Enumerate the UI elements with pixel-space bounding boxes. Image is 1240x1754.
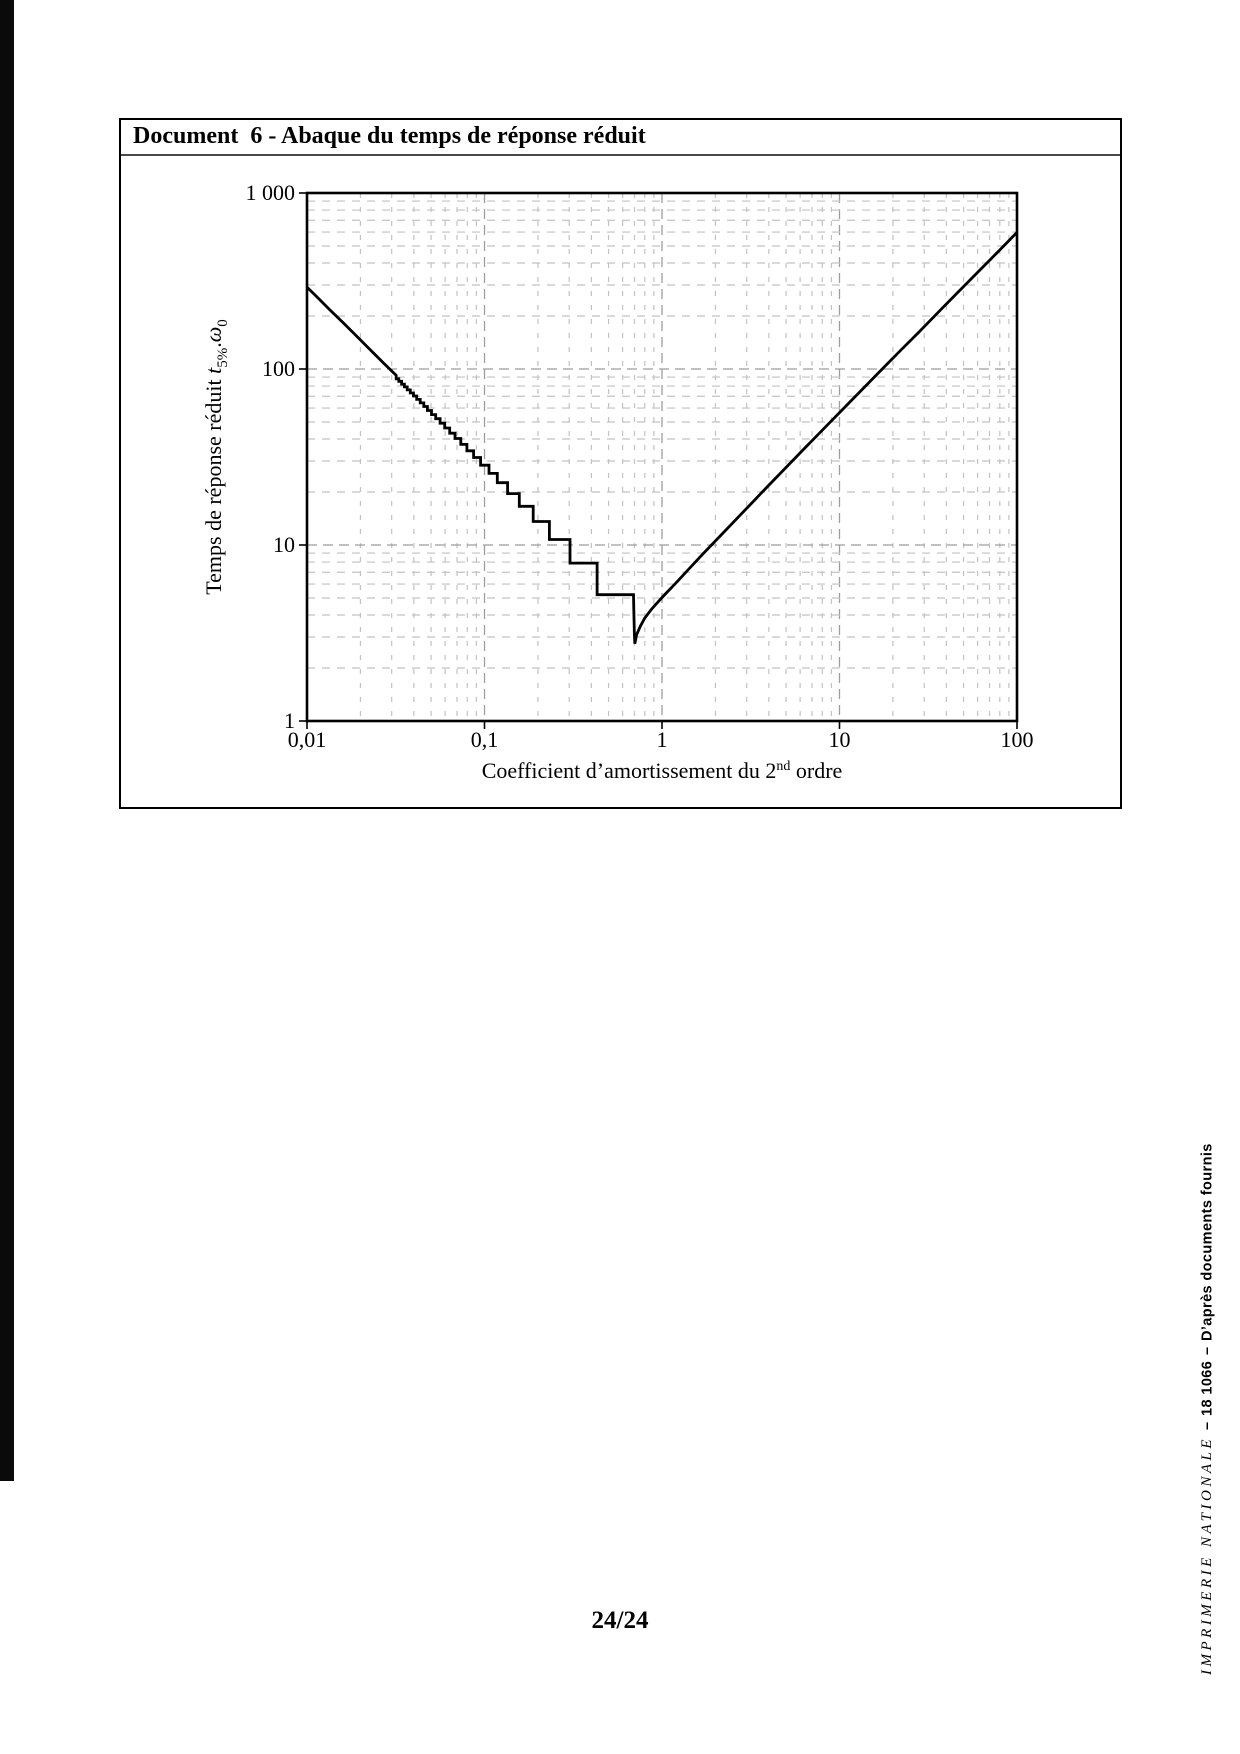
response-time-chart	[121, 120, 1120, 807]
printer-name: IMPRIMERIE NATIONALE	[1199, 1436, 1215, 1676]
document-box	[119, 118, 1122, 809]
separator-dash: –	[1199, 1346, 1216, 1355]
y-tick-1: 1	[284, 708, 295, 733]
x-tick-1: 1	[656, 727, 668, 752]
x-tick-10: 10	[828, 727, 851, 752]
y-tick-1000: 1 000	[245, 180, 295, 205]
x-tick-0p1: 0,1	[470, 727, 499, 752]
page-number: 24/24	[591, 1607, 649, 1634]
separator-dash: –	[1199, 1421, 1216, 1431]
y-tick-10: 10	[273, 532, 295, 557]
x-tick-100: 100	[1000, 727, 1034, 752]
x-axis-title: Coefficient d’amortissement du 2nd ordre	[481, 758, 843, 783]
collation-mark-bar	[0, 0, 14, 1481]
x-tick-0p01: 0,01	[287, 727, 327, 752]
print-reference: 18 1066	[1199, 1360, 1216, 1416]
chart-grid	[307, 193, 1017, 721]
y-tick-100: 100	[262, 356, 295, 381]
y-axis-title: Temps de réponse réduit $t_{5\%}.\omega_0$	[201, 319, 231, 595]
source-credit: D’après documents fournis	[1199, 1142, 1216, 1341]
printer-side-note	[1199, 1142, 1216, 1676]
document-title: Document 6 - Abaque du temps de réponse réduit	[121, 120, 1120, 156]
